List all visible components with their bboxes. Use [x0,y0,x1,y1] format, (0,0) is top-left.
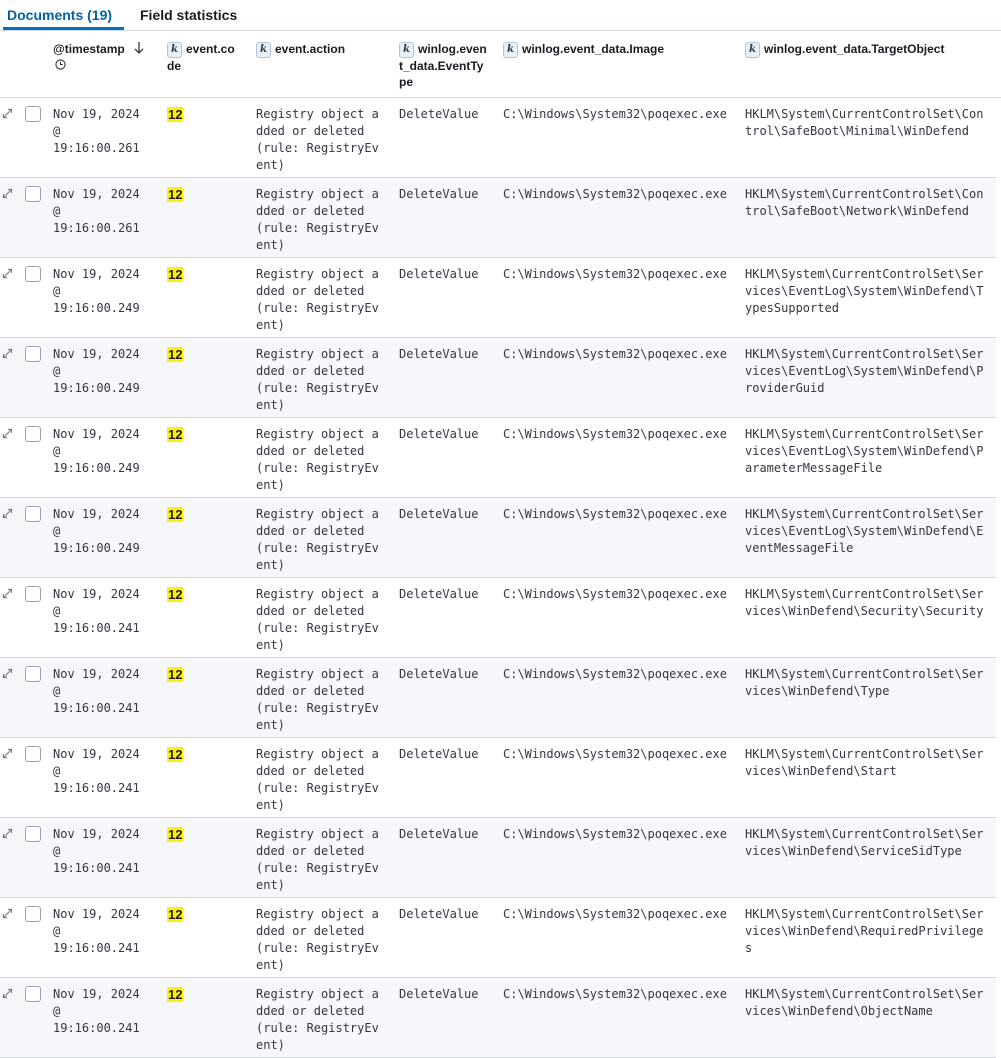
timestamp-date: Nov 19, 2024 [53,587,140,601]
timestamp-cell [53,586,153,637]
expand-icon[interactable] [2,508,13,519]
row-select-checkbox[interactable] [25,346,41,362]
expand-icon[interactable] [2,588,13,599]
timestamp-date: Nov 19, 2024 [53,507,140,521]
image-cell: C:\Windows\System32\poqexec.exe [503,987,727,1001]
event-action-cell: Registry object added or deleted (rule: RegistryEvent) [256,507,379,572]
keyword-type-icon: k [256,42,271,58]
timestamp-cell [53,426,153,477]
timestamp-cell [53,266,153,317]
timestamp-time: 19:16:00.249 [53,301,140,315]
column-header-event-code-label: event.code [167,42,235,73]
target-object-cell: HKLM\System\CurrentControlSet\Services\EventLog\System\WinDefend\ProviderGuid [745,347,984,395]
event-code-value: 12 [168,187,183,202]
row-select-checkbox[interactable] [25,426,41,442]
table-row[interactable] [0,898,996,978]
column-header-target-object[interactable] [745,41,990,58]
event-code-cell [167,666,183,684]
table-row[interactable] [0,978,996,1058]
timestamp-date: Nov 19, 2024 [53,107,140,121]
event-type-cell: DeleteValue [399,347,479,361]
expand-icon[interactable] [2,268,13,279]
event-code-cell [167,906,183,924]
event-code-value: 12 [168,507,183,522]
timestamp-cell [53,506,153,557]
timestamp-time: 19:16:00.241 [53,781,140,795]
image-cell: C:\Windows\System32\poqexec.exe [503,347,727,361]
event-code-cell [167,746,183,764]
event-type-cell: DeleteValue [399,507,479,521]
timestamp-time: 19:16:00.249 [53,541,140,555]
column-header-timestamp-label: @timestamp [53,42,125,56]
target-object-cell: HKLM\System\CurrentControlSet\Services\WinDefend\Start [745,747,984,778]
expand-icon[interactable] [2,108,13,119]
expand-icon[interactable] [2,188,13,199]
timestamp-at: @ [53,204,61,218]
timestamp-time: 19:16:00.241 [53,1021,140,1035]
row-select-checkbox[interactable] [25,986,41,1002]
row-select-checkbox[interactable] [25,746,41,762]
keyword-type-icon: k [745,42,760,58]
event-code-value: 12 [168,667,183,682]
expand-icon[interactable] [2,428,13,439]
timestamp-cell [53,906,153,957]
row-select-checkbox[interactable] [25,186,41,202]
tab-bar [0,0,1001,31]
table-header [0,31,1001,98]
event-action-cell: Registry object added or deleted (rule: RegistryEvent) [256,107,379,172]
timestamp-cell [53,666,153,717]
image-cell: C:\Windows\System32\poqexec.exe [503,667,727,681]
column-header-event-type[interactable] [399,41,489,90]
timestamp-at: @ [53,844,61,858]
target-object-cell: HKLM\System\CurrentControlSet\Services\WinDefend\Type [745,667,984,698]
event-action-cell: Registry object added or deleted (rule: RegistryEvent) [256,187,379,252]
timestamp-date: Nov 19, 2024 [53,987,140,1001]
timestamp-at: @ [53,764,61,778]
column-header-event-type-label: winlog.event_data.EventType [399,42,487,89]
target-object-cell: HKLM\System\CurrentControlSet\Services\EventLog\System\WinDefend\TypesSupported [745,267,984,315]
keyword-type-icon: k [503,42,518,58]
clock-icon [55,59,66,70]
column-header-event-action[interactable] [256,41,386,58]
expand-icon[interactable] [2,748,13,759]
target-object-cell: HKLM\System\CurrentControlSet\Services\WinDefend\ObjectName [745,987,984,1018]
event-type-cell: DeleteValue [399,587,479,601]
event-action-cell: Registry object added or deleted (rule: RegistryEvent) [256,827,379,892]
event-code-cell [167,346,183,364]
timestamp-time: 19:16:00.261 [53,141,140,155]
timestamp-at: @ [53,924,61,938]
event-code-value: 12 [168,587,183,602]
event-code-cell [167,826,183,844]
event-code-value: 12 [168,107,183,122]
column-header-event-code[interactable] [167,41,237,74]
timestamp-time: 19:16:00.241 [53,941,140,955]
event-type-cell: DeleteValue [399,187,479,201]
event-type-cell: DeleteValue [399,107,479,121]
event-type-cell: DeleteValue [399,907,479,921]
image-cell: C:\Windows\System32\poqexec.exe [503,587,727,601]
table-row[interactable] [0,738,996,818]
event-action-cell: Registry object added or deleted (rule: RegistryEvent) [256,747,379,812]
timestamp-cell [53,106,153,157]
table-row[interactable] [0,498,996,578]
timestamp-date: Nov 19, 2024 [53,187,140,201]
event-type-cell: DeleteValue [399,427,479,441]
event-code-cell [167,266,183,284]
timestamp-cell [53,986,153,1037]
row-select-checkbox[interactable] [25,106,41,122]
timestamp-date: Nov 19, 2024 [53,907,140,921]
row-select-checkbox[interactable] [25,906,41,922]
table-row[interactable] [0,418,996,498]
timestamp-at: @ [53,364,61,378]
timestamp-time: 19:16:00.249 [53,461,140,475]
event-type-cell: DeleteValue [399,747,479,761]
timestamp-at: @ [53,124,61,138]
column-header-event-action-label: event.action [275,42,346,56]
event-action-cell: Registry object added or deleted (rule: RegistryEvent) [256,987,379,1052]
sort-descending-icon[interactable] [133,41,145,55]
event-code-value: 12 [168,427,183,442]
event-code-value: 12 [168,827,183,842]
event-code-cell [167,586,183,604]
timestamp-date: Nov 19, 2024 [53,427,140,441]
timestamp-at: @ [53,524,61,538]
expand-icon[interactable] [2,988,13,999]
image-cell: C:\Windows\System32\poqexec.exe [503,267,727,281]
expand-icon[interactable] [2,828,13,839]
table-row[interactable] [0,98,996,178]
timestamp-time: 19:16:00.241 [53,701,140,715]
keyword-type-icon: k [399,42,414,58]
active-tab-indicator [3,27,124,30]
event-type-cell: DeleteValue [399,827,479,841]
table-row[interactable] [0,338,996,418]
event-code-value: 12 [168,347,183,362]
event-type-cell: DeleteValue [399,667,479,681]
timestamp-time: 19:16:00.249 [53,381,140,395]
target-object-cell: HKLM\System\CurrentControlSet\Services\WinDefend\ServiceSidType [745,827,984,858]
timestamp-time: 19:16:00.261 [53,221,140,235]
expand-icon[interactable] [2,908,13,919]
event-action-cell: Registry object added or deleted (rule: RegistryEvent) [256,427,379,492]
table-row[interactable] [0,658,996,738]
timestamp-date: Nov 19, 2024 [53,667,140,681]
timestamp-cell [53,186,153,237]
timestamp-at: @ [53,604,61,618]
timestamp-at: @ [53,1004,61,1018]
target-object-cell: HKLM\System\CurrentControlSet\Services\EventLog\System\WinDefend\EventMessageFile [745,507,984,555]
image-cell: C:\Windows\System32\poqexec.exe [503,427,727,441]
column-header-image-label: winlog.event_data.Image [522,42,665,56]
timestamp-at: @ [53,684,61,698]
timestamp-at: @ [53,444,61,458]
timestamp-date: Nov 19, 2024 [53,747,140,761]
image-cell: C:\Windows\System32\poqexec.exe [503,187,727,201]
event-action-cell: Registry object added or deleted (rule: RegistryEvent) [256,267,379,332]
row-select-checkbox[interactable] [25,666,41,682]
event-action-cell: Registry object added or deleted (rule: RegistryEvent) [256,667,379,732]
timestamp-cell [53,746,153,797]
row-select-checkbox[interactable] [25,266,41,282]
target-object-cell: HKLM\System\CurrentControlSet\Services\WinDefend\RequiredPrivileges [745,907,984,955]
event-action-cell: Registry object added or deleted (rule: RegistryEvent) [256,587,379,652]
timestamp-at: @ [53,284,61,298]
event-code-value: 12 [168,907,183,922]
tab-field-statistics[interactable]: Field statistics [140,7,238,23]
timestamp-date: Nov 19, 2024 [53,347,140,361]
table-row[interactable] [0,818,996,898]
timestamp-cell [53,346,153,397]
image-cell: C:\Windows\System32\poqexec.exe [503,507,727,521]
table-row[interactable] [0,578,996,658]
image-cell: C:\Windows\System32\poqexec.exe [503,747,727,761]
event-code-value: 12 [168,987,183,1002]
tab-documents[interactable]: Documents (19) [7,7,113,23]
event-type-cell: DeleteValue [399,267,479,281]
event-type-cell: DeleteValue [399,987,479,1001]
image-cell: C:\Windows\System32\poqexec.exe [503,907,727,921]
timestamp-cell [53,826,153,877]
target-object-cell: HKLM\System\CurrentControlSet\Services\WinDefend\Security\Security [745,587,984,618]
row-select-checkbox[interactable] [25,826,41,842]
event-code-cell [167,506,183,524]
event-code-cell [167,426,183,444]
target-object-cell: HKLM\System\CurrentControlSet\Services\EventLog\System\WinDefend\ParameterMessageFile [745,427,984,475]
event-action-cell: Registry object added or deleted (rule: RegistryEvent) [256,907,379,972]
timestamp-time: 19:16:00.241 [53,621,140,635]
target-object-cell: HKLM\System\CurrentControlSet\Control\SafeBoot\Minimal\WinDefend [745,107,984,138]
expand-icon[interactable] [2,348,13,359]
event-code-cell [167,186,183,204]
image-cell: C:\Windows\System32\poqexec.exe [503,107,727,121]
timestamp-date: Nov 19, 2024 [53,267,140,281]
event-code-value: 12 [168,267,183,282]
timestamp-time: 19:16:00.241 [53,861,140,875]
event-code-cell [167,106,183,124]
row-select-checkbox[interactable] [25,506,41,522]
image-cell: C:\Windows\System32\poqexec.exe [503,827,727,841]
event-code-cell [167,986,183,1004]
column-header-timestamp[interactable] [53,41,131,73]
timestamp-date: Nov 19, 2024 [53,827,140,841]
row-select-checkbox[interactable] [25,586,41,602]
target-object-cell: HKLM\System\CurrentControlSet\Control\SafeBoot\Network\WinDefend [745,187,984,218]
column-header-target-object-label: winlog.event_data.TargetObject [764,42,945,56]
keyword-type-icon: k [167,42,182,58]
expand-icon[interactable] [2,668,13,679]
table-row[interactable] [0,258,996,338]
event-code-value: 12 [168,747,183,762]
column-header-image[interactable] [503,41,733,58]
event-action-cell: Registry object added or deleted (rule: RegistryEvent) [256,347,379,412]
table-row[interactable] [0,178,996,258]
